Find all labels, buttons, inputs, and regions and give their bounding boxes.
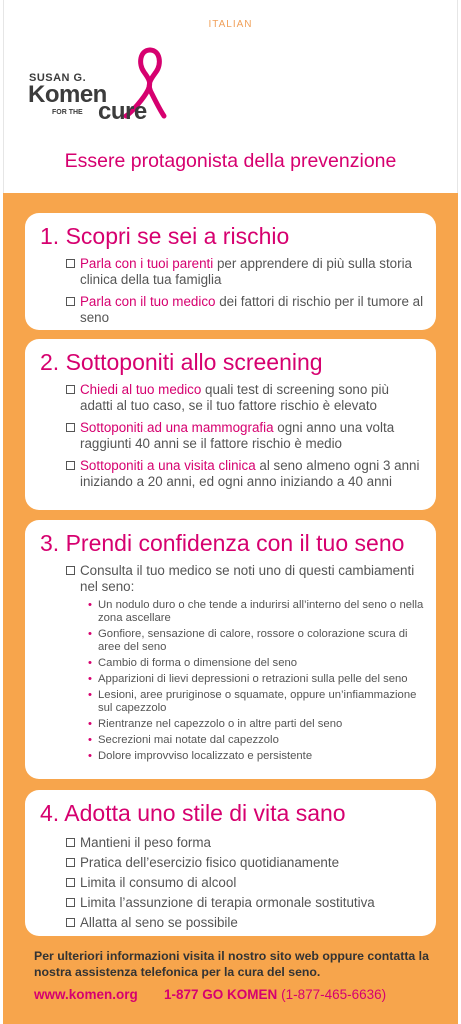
item-text: dei fattori di rischio per il tumore al seno (80, 294, 424, 325)
item-text: Mantieni il peso forma (80, 835, 211, 850)
checkbox-icon (66, 297, 75, 306)
item-text: quali test di screening sono più adatti al tuo caso, se il tuo fattore rischio è elevato (80, 382, 389, 413)
checklist-item (66, 382, 424, 414)
checkbox-icon (66, 898, 75, 907)
footer-contact (34, 987, 386, 1002)
symptom-list (88, 599, 424, 763)
phone-word[interactable]: 1-877 GO KOMEN (164, 987, 278, 1002)
checklist-item (66, 895, 424, 911)
komen-logo (26, 46, 176, 126)
footer-info: Per ulteriori informazioni visita il nostro sito web oppure contatta la nostra assistenza telefonica per la cura del seno. (34, 949, 429, 979)
checklist-item (66, 875, 424, 891)
list-item: • Gonfiore, sensazione di calore, rossore o colorazione scura di aree del seno (88, 628, 424, 654)
phone-number[interactable]: (1-877-465-6636) (281, 987, 387, 1002)
checklist-item (66, 855, 424, 871)
section-card-1 (25, 213, 436, 330)
checkbox-icon (66, 838, 75, 847)
checkbox-icon (66, 878, 75, 887)
checkbox-icon (66, 858, 75, 867)
item-text: Limita il consumo di alcool (80, 875, 237, 890)
list-item: • Secrezioni mai notate dal capezzolo (88, 734, 424, 747)
checklist-item (66, 420, 424, 452)
item-highlight: Sottoponiti a una visita clinica (80, 458, 256, 473)
section-title: 1. Scopri se sei a rischio (40, 223, 290, 249)
section-card-3 (25, 520, 436, 779)
item-text: Pratica dell’esercizio fisico quotidianamente (80, 855, 340, 870)
checklist-item (66, 835, 424, 851)
logo-line-3: FOR THE (52, 109, 83, 116)
page-title: Essere protagonista della prevenzione (64, 150, 397, 172)
website-link[interactable]: www.komen.org (34, 987, 138, 1002)
language-label: ITALIAN (208, 19, 253, 30)
list-item: • Dolore improvviso localizzato e persistente (88, 750, 424, 763)
section-title: 4. Adotta uno stile di vita sano (40, 800, 346, 826)
checkbox-icon (66, 423, 75, 432)
logo-line-2: Komen (28, 81, 107, 108)
item-highlight: Sottoponiti ad una mammografia (80, 420, 274, 435)
list-item: • Apparizioni di lievi depressioni o retrazioni sulla pelle del seno (88, 673, 424, 686)
item-text: per apprendere di più sulla storia clinica della tua famiglia (80, 256, 412, 287)
item-highlight: Chiedi al tuo medico (80, 382, 202, 397)
checklist-item (66, 294, 424, 326)
checkbox-icon (66, 918, 75, 927)
checkbox-icon (66, 461, 75, 470)
list-item: • Lesioni, aree pruriginose o squamate, oppure un’infiammazione sul capezzolo (88, 689, 424, 715)
checkbox-icon (66, 259, 75, 268)
section-card-2 (25, 339, 436, 510)
item-text: ogni anno una volta raggiunti 40 anni se il fattore rischio è medio (80, 420, 395, 451)
item-text: Allatta al seno se possibile (80, 915, 238, 930)
checkbox-icon (66, 566, 75, 575)
list-item: • Rientranze nel capezzolo o in altre parti del seno (88, 718, 424, 731)
section-title: 3. Prendi confidenza con il tuo seno (40, 530, 405, 556)
checklist-item (66, 458, 424, 490)
item-text: Limita l’assunzione di terapia ormonale sostitutiva (80, 895, 375, 910)
checkbox-icon (66, 385, 75, 394)
item-text: Consulta il tuo medico se noti uno di questi cambiamenti nel seno: (80, 563, 415, 594)
logo-line-1: SUSAN G. (29, 72, 87, 84)
checklist-item (66, 256, 424, 288)
logo-line-4: cure (98, 98, 147, 125)
section-card-4 (25, 790, 436, 936)
section-title: 2. Sottoponiti allo screening (40, 349, 323, 375)
item-highlight: Parla con i tuoi parenti (80, 256, 214, 271)
checklist-item (66, 915, 424, 931)
checklist-item (66, 563, 424, 595)
list-item: • Un nodulo duro o che tende a indurirsi all’interno del seno o nella zona ascellare (88, 599, 424, 625)
item-text: al seno almeno ogni 3 anni iniziando a 20 anni, ed ogni anno iniziando a 40 anni (80, 458, 420, 489)
item-highlight: Parla con il tuo medico (80, 294, 216, 309)
list-item: • Cambio di forma o dimensione del seno (88, 657, 424, 670)
